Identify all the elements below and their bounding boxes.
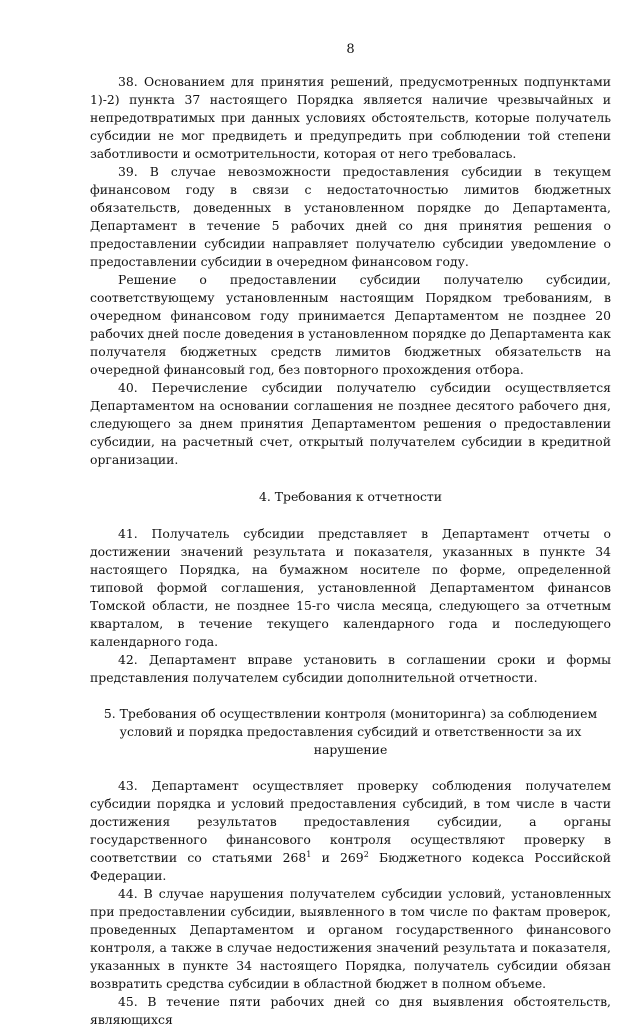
superscript-1: 1 xyxy=(306,850,312,859)
document-page xyxy=(90,0,611,1027)
superscript-2: 2 xyxy=(363,850,369,859)
section-heading-4: 4. Требования к отчетности xyxy=(259,489,442,504)
paragraph-39-decision: Решение о предоставлении субсидии получателю субсидии, соответствующему установленным настоящим Порядком требованиям, в очередном финансовом году принимается Департаментом не позднее 20 рабочих дней после доведения в установленном порядке до Департамента как получателя бюджетных средств лимитов бюджетных обязательств на очередной финансовый год, без повторного прохождения отбора. xyxy=(90,272,611,377)
paragraph-44: 44. В случае нарушения получателем субсидии условий, установленных при предоставлении субсидии, выявленного в том числе по фактам проверок, проведенных Департаментом и органом государственного финансового контроля, а также в случае недостижения значений результата и показателя, указанных в пункте 34 настоящего Порядка, получатель субсидии обязан возвратить средства субсидии в областной бюджет в полном объеме. xyxy=(90,886,611,991)
section-heading-5: 5. Требования об осуществлении контроля (мониторинга) за соблюдением условий и порядка предоставления субсидий и ответственности за их нарушение xyxy=(103,706,598,757)
paragraph-43-text-2: и 269 xyxy=(311,850,364,865)
paragraph-43-text-1: 43. Департамент осуществляет проверку соблюдения получателем субсидии порядка и условий предоставления субсидий, в том числе в части достижения результатов предоставления субсидии, а органы государственного финансового контроля осуществляют проверку в соответствии со статьями 268 xyxy=(90,778,611,865)
paragraph-38: 38. Основанием для принятия решений, предусмотренных подпунктами 1)-2) пункта 37 настоящего Порядка является наличие чрезвычайных и непредотвратимых при данных условиях обстоятельств, которые получатель субсидии не мог предвидеть и предупредить при соблюдении той степени заботливости и осмотрительности, которая от него требовалась. xyxy=(90,74,611,161)
paragraph-39: 39. В случае невозможности предоставления субсидии в текущем финансовом году в связи с недостаточностью лимитов бюджетных обязательств, доведенных в установленном порядке до Департамента, Департамент в течение 5 рабочих дней со дня принятия решения о предоставлении субсидии направляет получателю субсидии уведомление о предоставлении субсидии в очередном финансовом году. xyxy=(90,164,611,269)
document-body xyxy=(90,73,611,1029)
paragraph-40: 40. Перечисление субсидии получателю субсидии осуществляется Департаментом на основании соглашения не позднее десятого рабочего дня, следующего за днем принятия Департаментом решения о предоставлении субсидии, на расчетный счет, открытый получателем субсидии в кредитной организации. xyxy=(90,380,611,467)
paragraph-42: 42. Департамент вправе установить в соглашении сроки и формы представления получателем субсидии дополнительной отчетности. xyxy=(90,652,611,685)
paragraph-45: 45. В течение пяти рабочих дней со дня выявления обстоятельств, являющихся xyxy=(90,994,611,1027)
paragraph-43 xyxy=(90,777,611,885)
paragraph-41: 41. Получатель субсидии представляет в Департамент отчеты о достижении значений результата и показателя, указанных в пункте 34 настоящего Порядка, на бумажном носителе по форме, определенной типовой формой соглашения, установленной Департаментом финансов Томской области, не позднее 15-го числа месяца, следующего за отчетным кварталом, в течение текущего календарного года и последующего календарного года. xyxy=(90,526,611,649)
page-number: 8 xyxy=(346,42,355,57)
paragraph-43-text-3: Бюджетного кодекса Российской Федерации. xyxy=(90,850,611,883)
